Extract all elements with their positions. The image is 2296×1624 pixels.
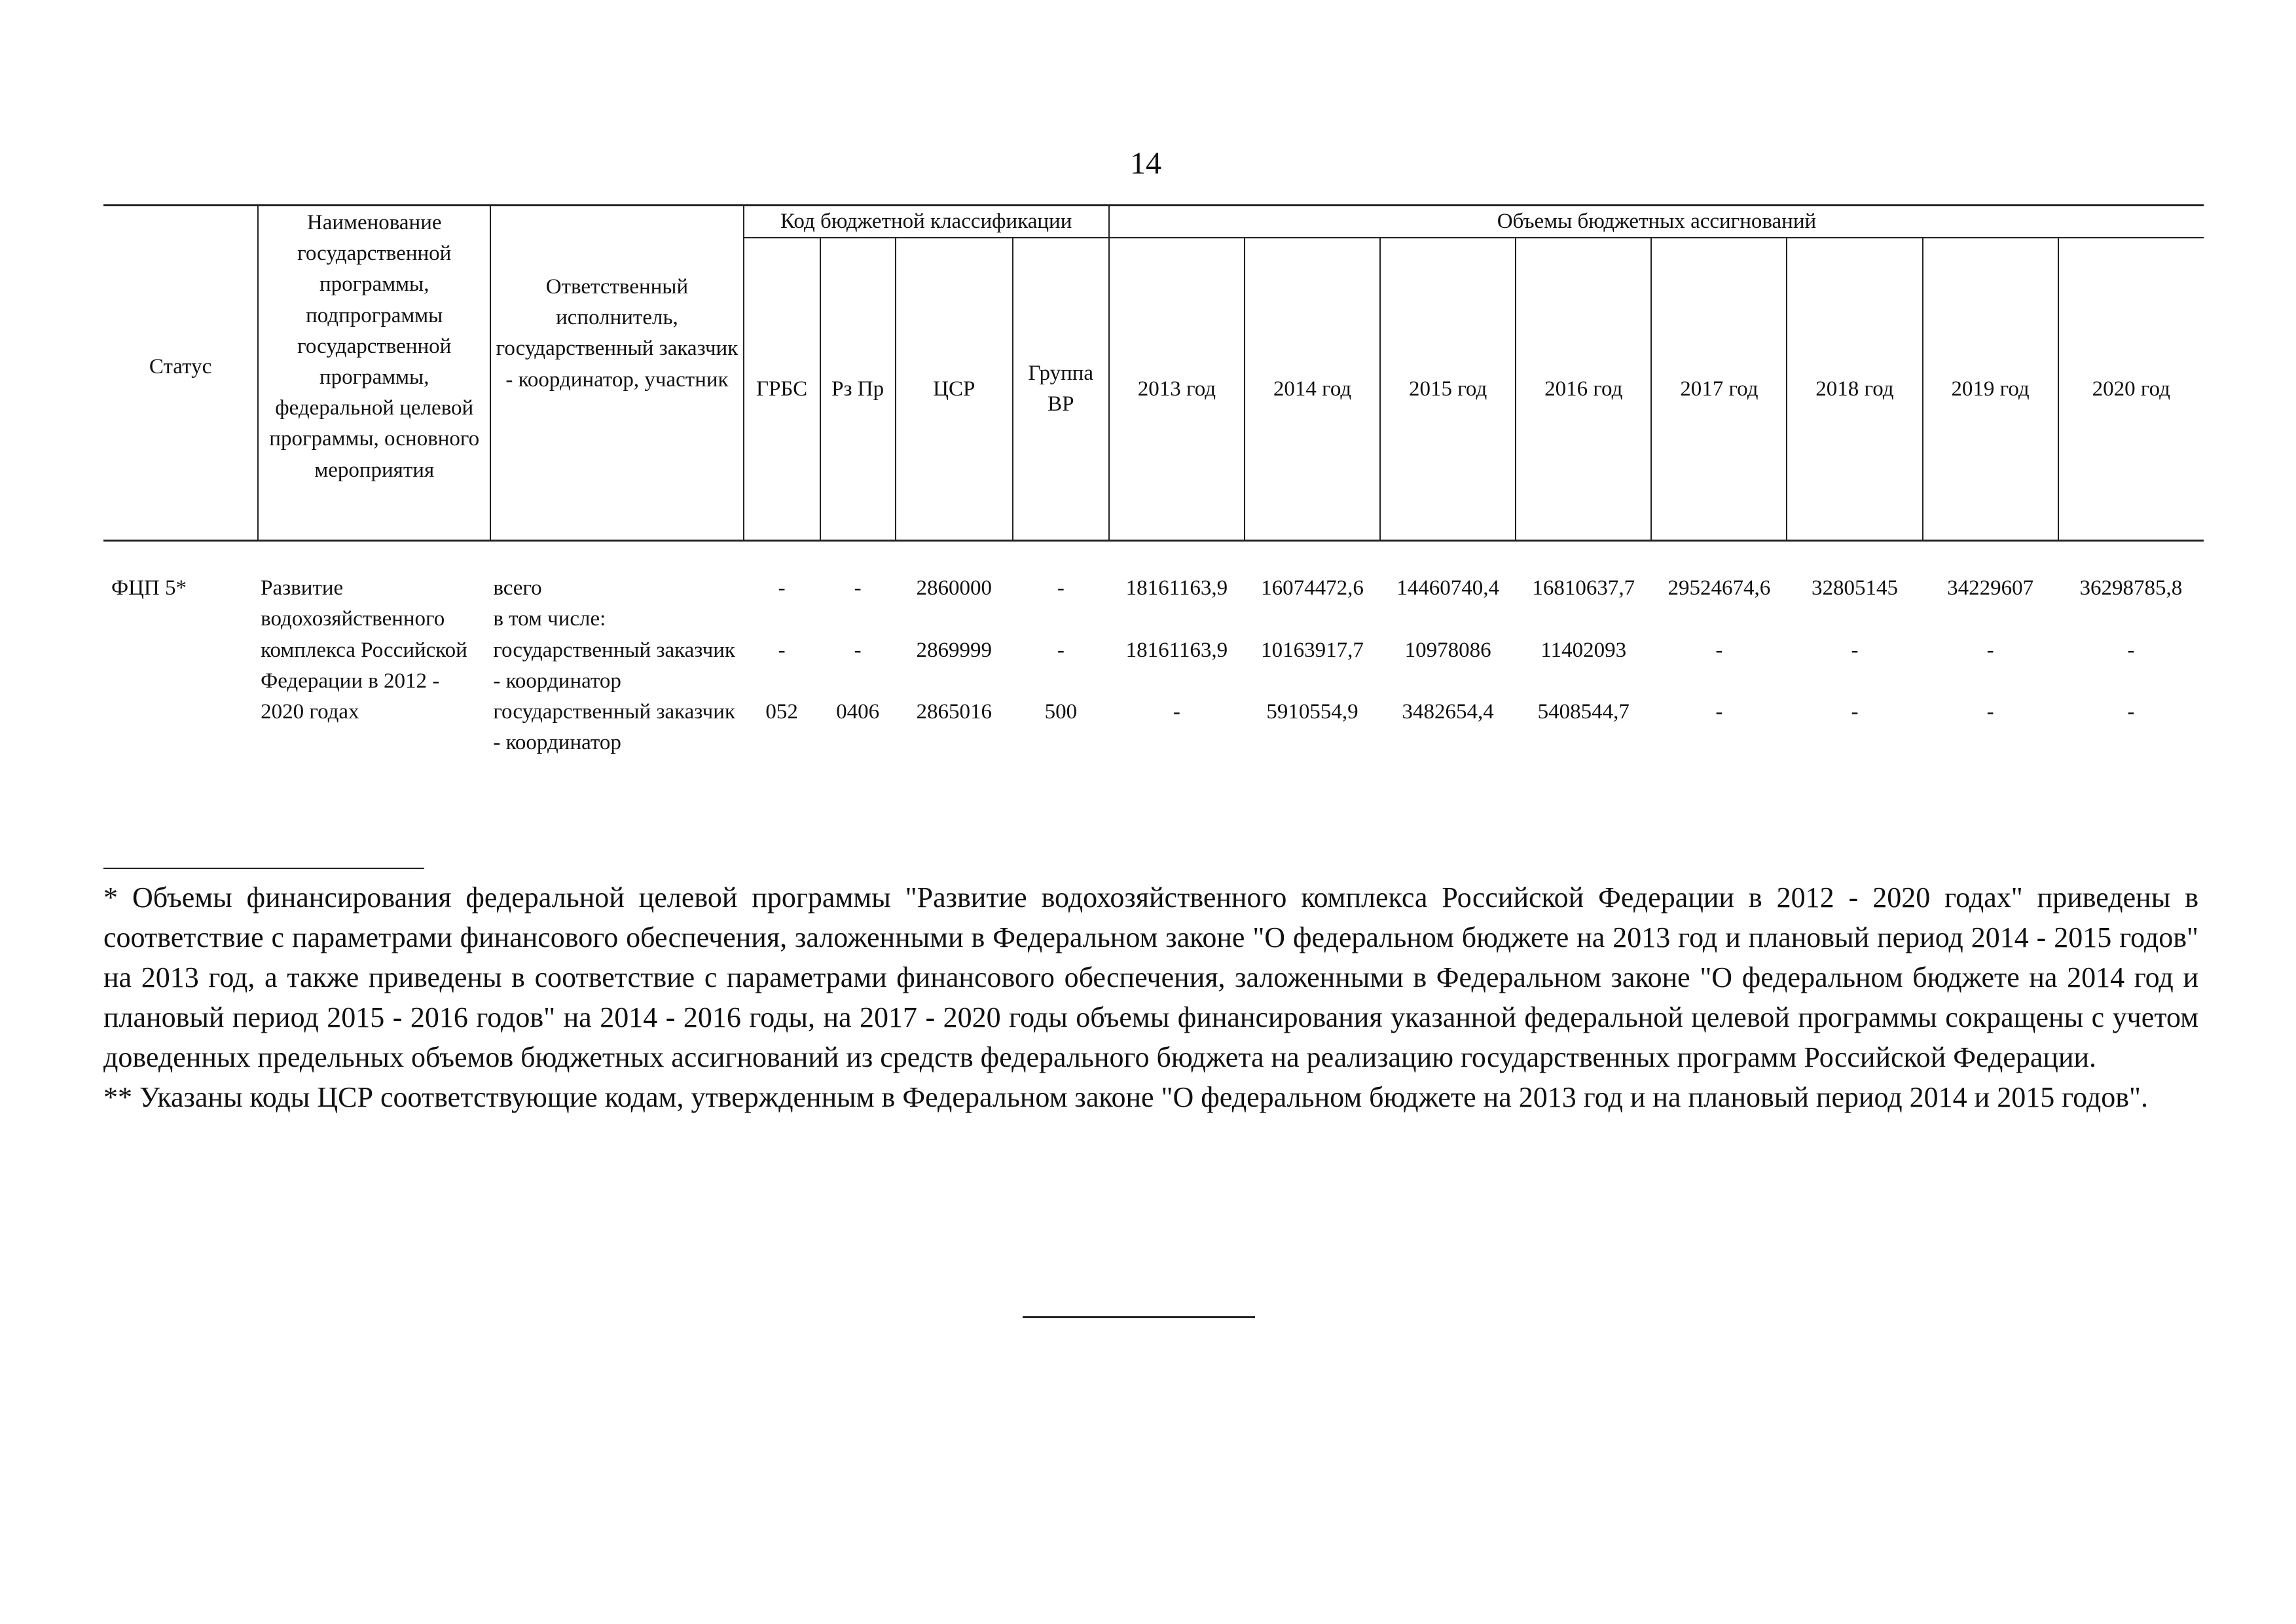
csr-cell: 2865016 bbox=[916, 699, 992, 724]
header-rz-pr: Рз Пр bbox=[820, 238, 896, 541]
header-responsible: Ответственный исполнитель, государственный заказчик - координатор, участник bbox=[490, 206, 743, 541]
vr-cell bbox=[1013, 604, 1109, 635]
value-2015: 3482654,4 bbox=[1402, 699, 1494, 724]
value-2013: 18161163,9 bbox=[1125, 638, 1228, 662]
footnote-csr-codes: ** Указаны коды ЦСР соответствующие кодам, утвержденным в Федеральном законе "О федеральном бюджете на 2013 год и на плановый период 2014 и 2015 годов". bbox=[103, 1081, 2149, 1113]
value-2016 bbox=[1516, 604, 1651, 635]
rz-pr-cell: - bbox=[854, 576, 862, 600]
header-status: Статус bbox=[103, 206, 258, 541]
value-2014: 16074472,6 bbox=[1261, 576, 1364, 600]
value-2016: 11402093 bbox=[1540, 638, 1627, 662]
rz-pr-cell: 0406 bbox=[836, 699, 880, 724]
vr-cell: 500 bbox=[1044, 699, 1078, 724]
rz-pr-cell: - bbox=[854, 638, 862, 662]
footnote-funding: * Объемы финансирования федеральной целевой программы "Развитие водохозяйственного комплекса Российской Федерации в 2012 - 2020 годах" приведены в соответствие с параметрами финансового обеспечения, заложенными в Федеральном законе "О федеральном бюджете на 2013 год и плановый период 2014 - 2015 годов" на 2013 год, а также приведены в соответствие с параметрами финансового обеспечения, заложенными в Федеральном законе "О федеральном бюджете на 2014 год и плановый период 2015 - 2016 годов" на 2014 - 2016 годы, на 2017 - 2020 годы объемы финансирования указанной федеральной целевой программы сокращены с учетом доведенных предельных объемов бюджетных ассигнований из средств федерального бюджета на реализацию государственных программ Российской Федерации. bbox=[103, 881, 2198, 1073]
header-csr: ЦСР bbox=[896, 238, 1013, 541]
value-2019: - bbox=[1986, 638, 1994, 662]
value-2015: 14460740,4 bbox=[1396, 576, 1499, 600]
value-2014: 10163917,7 bbox=[1261, 638, 1364, 662]
header-year-2017: 2017 год bbox=[1651, 238, 1787, 541]
status-cell: ФЦП 5* bbox=[111, 576, 187, 600]
page-number: 14 bbox=[1130, 146, 1161, 181]
value-2019: - bbox=[1986, 699, 1994, 724]
grbs-cell: - bbox=[778, 638, 786, 662]
footnotes bbox=[103, 877, 2198, 1117]
value-2016: 16810637,7 bbox=[1532, 576, 1635, 600]
header-year-2013: 2013 год bbox=[1109, 238, 1245, 541]
csr-cell bbox=[896, 604, 1013, 635]
value-2020: 36298785,8 bbox=[2079, 576, 2183, 600]
value-2017 bbox=[1651, 604, 1787, 635]
header-year-2020: 2020 год bbox=[2058, 238, 2204, 541]
csr-cell: 2869999 bbox=[916, 638, 992, 662]
value-2013 bbox=[1109, 604, 1245, 635]
value-2013: 18161163,9 bbox=[1125, 576, 1228, 600]
value-2017: - bbox=[1715, 638, 1723, 662]
value-2013: - bbox=[1173, 699, 1180, 724]
value-2019 bbox=[1923, 604, 2058, 635]
value-2018: - bbox=[1851, 638, 1859, 662]
value-2016: 5408544,7 bbox=[1537, 699, 1630, 724]
grbs-cell: 052 bbox=[765, 699, 798, 724]
responsible-cell: государственный заказчик - координатор bbox=[493, 699, 735, 755]
vr-cell: - bbox=[1057, 576, 1065, 600]
header-year-2018: 2018 год bbox=[1787, 238, 1922, 541]
value-2019: 34229607 bbox=[1947, 576, 2034, 600]
header-year-2019: 2019 год bbox=[1923, 238, 2058, 541]
value-2014 bbox=[1245, 604, 1380, 635]
value-2018: - bbox=[1851, 699, 1859, 724]
end-of-page-rule bbox=[1023, 1316, 1255, 1318]
responsible-cell: всего bbox=[493, 576, 542, 600]
value-2015 bbox=[1380, 604, 1516, 635]
value-2014: 5910554,9 bbox=[1266, 699, 1358, 724]
program-name-cell: Развитие водохозяйственного комплекса Российской Федерации в 2012 - 2020 годах bbox=[261, 576, 467, 724]
value-2017: 29524674,6 bbox=[1667, 576, 1771, 600]
header-year-2015: 2015 год bbox=[1380, 238, 1516, 541]
header-year-2014: 2014 год bbox=[1245, 238, 1380, 541]
value-2020 bbox=[2058, 604, 2204, 635]
responsible-cell: государственный заказчик - координатор bbox=[493, 638, 735, 693]
vr-cell: - bbox=[1057, 638, 1065, 662]
grbs-cell: - bbox=[778, 576, 786, 600]
footnote-separator bbox=[103, 868, 424, 869]
header-grbs: ГРБС bbox=[744, 238, 820, 541]
header-program-name: Наименование государственной программы, подпрограммы государственной программы, федеральной целевой программы, основного мероприятия bbox=[258, 206, 490, 541]
grbs-cell bbox=[744, 604, 820, 635]
value-2018 bbox=[1787, 604, 1922, 635]
responsible-cell: в том числе: bbox=[493, 607, 606, 631]
rz-pr-cell bbox=[820, 604, 896, 635]
value-2015: 10978086 bbox=[1404, 638, 1491, 662]
budget-allocation-table bbox=[103, 204, 2204, 758]
header-year-2016: 2016 год bbox=[1516, 238, 1651, 541]
value-2018: 32805145 bbox=[1811, 576, 1898, 600]
value-2017: - bbox=[1715, 699, 1723, 724]
value-2020: - bbox=[2127, 699, 2135, 724]
table-row bbox=[103, 573, 2204, 604]
header-budget-allocation-volumes: Объемы бюджетных ассигнований bbox=[1109, 206, 2204, 238]
header-budget-classification-code: Код бюджетной классификации bbox=[744, 206, 1109, 238]
csr-cell: 2860000 bbox=[916, 576, 992, 600]
value-2020: - bbox=[2127, 638, 2135, 662]
header-group-vr: Группа ВР bbox=[1013, 238, 1109, 541]
